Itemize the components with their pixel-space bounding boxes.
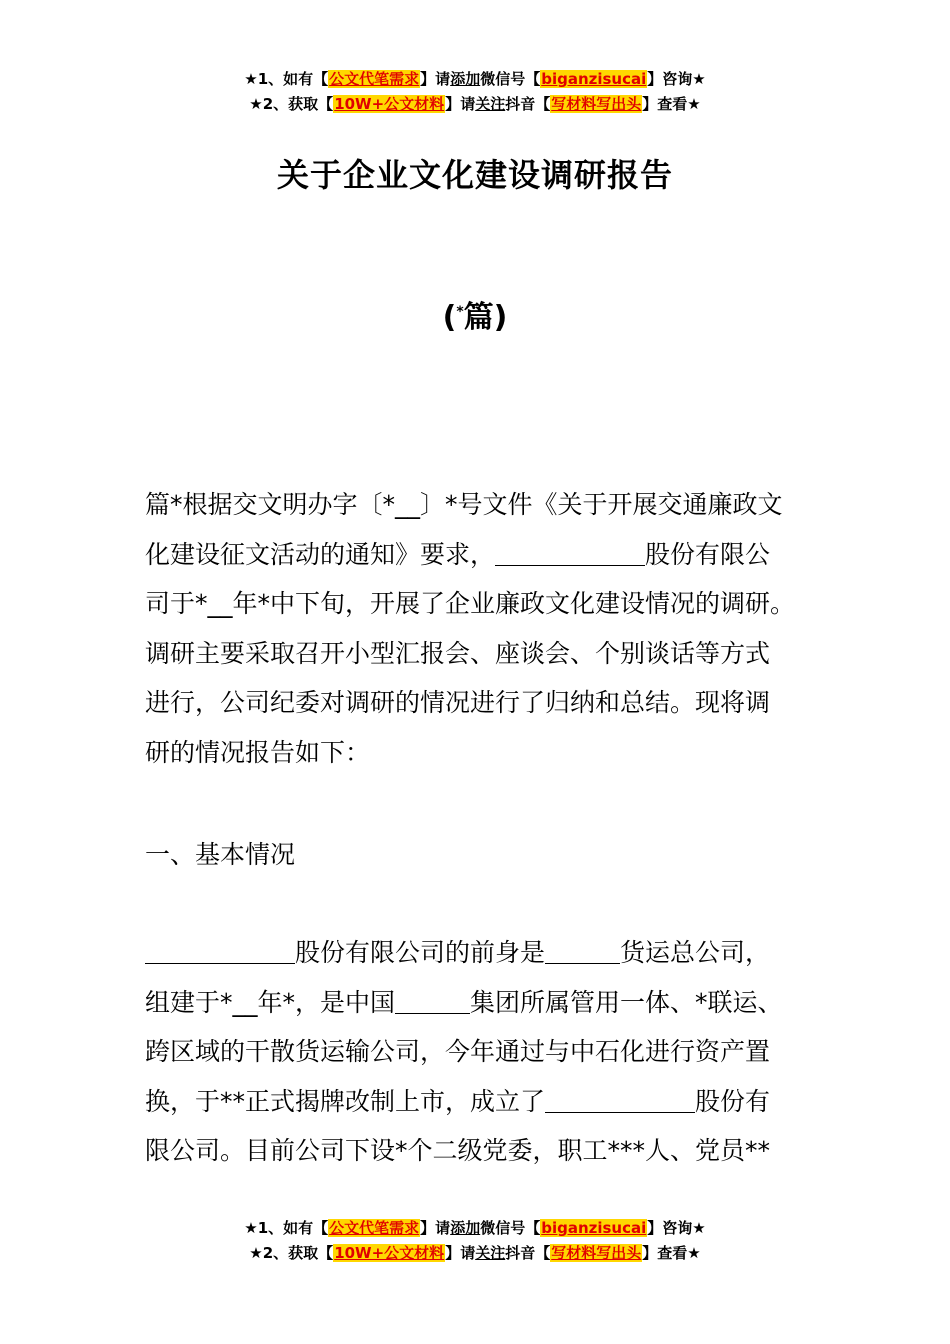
wechat-id-highlight: biganzisucai [541, 1219, 647, 1237]
intro-paragraph [145, 480, 820, 777]
highlight-text: 公文代笔需求 [329, 1219, 420, 1237]
douyin-id-highlight: 写材料写出头 [551, 95, 642, 113]
banner-text: ★2、获取【 [249, 95, 334, 113]
paragraph-line: 跨区域的干散货运输公司，今年通过与中石化进行资产置 [145, 1037, 771, 1066]
paragraph-line: 司于*__年*中下旬，开展了企业廉政文化建设情况的调研。 [145, 589, 796, 618]
paragraph-line: ＿＿＿＿＿＿股份有限公司的前身是＿＿＿货运总公司， [145, 938, 771, 967]
banner-text: 】请 [445, 1244, 476, 1262]
top-banner-line-1 [0, 67, 950, 92]
banner-text: ★1、如有【 [244, 70, 329, 88]
banner-text: 】请 [420, 70, 451, 88]
paragraph-line: 换，于**正式揭牌改制上市，成立了＿＿＿＿＿＿股份有 [145, 1086, 771, 1116]
banner-text: ★1、如有【 [244, 1219, 329, 1237]
highlight-text: 10W+公文材料 [334, 95, 445, 113]
paragraph-line: 篇*根据交文明办字〔*__〕*号文件《关于开展交通廉政文 [145, 490, 783, 519]
bottom-banner-line-2 [0, 1241, 950, 1266]
paragraph-line: 调研主要采取召开小型汇报会、座谈会、个别谈话等方式 [145, 638, 771, 668]
document-subtitle [0, 292, 950, 336]
top-banner-line-2 [0, 92, 950, 117]
banner-text: 】咨询★ [647, 1219, 706, 1237]
banner-text: 】请 [445, 95, 476, 113]
underlined-text: 添加 [450, 1219, 481, 1237]
banner-text: 微信号【 [480, 1219, 541, 1237]
paragraph-line: 组建于*__年*，是中国＿＿＿集团所属管用一体、*联运、 [145, 987, 783, 1017]
underlined-text: 关注 [475, 1244, 506, 1262]
paragraph-line: 限公司。目前公司下设*个二级党委，职工***人、党员** [145, 1136, 771, 1165]
subtitle-asterisk: * [456, 304, 464, 320]
bottom-banner-line-1 [0, 1216, 950, 1241]
subtitle-open-paren: ( [442, 300, 457, 335]
basic-info-paragraph [145, 928, 820, 1176]
subtitle-text: 篇) [463, 300, 508, 335]
paragraph-line: 化建设征文活动的通知》要求，＿＿＿＿＿＿股份有限公 [145, 539, 771, 569]
banner-text: 】请 [420, 1219, 451, 1237]
douyin-id-highlight: 写材料写出头 [551, 1244, 642, 1262]
highlight-text: 公文代笔需求 [329, 70, 420, 88]
banner-text: ★2、获取【 [249, 1244, 334, 1262]
banner-text: 抖音【 [505, 1244, 551, 1262]
banner-text: 】咨询★ [647, 70, 706, 88]
underlined-text: 添加 [450, 70, 481, 88]
highlight-text: 10W+公文材料 [334, 1244, 445, 1262]
banner-text: 】查看★ [642, 95, 701, 113]
paragraph-line: 进行，公司纪委对调研的情况进行了归纳和总结。现将调 [145, 688, 771, 717]
paragraph-line: 研的情况报告如下： [145, 737, 371, 767]
bottom-promo-banner [0, 1216, 950, 1266]
banner-text: 】查看★ [642, 1244, 701, 1262]
underlined-text: 关注 [475, 95, 506, 113]
wechat-id-highlight: biganzisucai [541, 70, 647, 88]
section-heading: 一、基本情况 [145, 840, 296, 869]
banner-text: 抖音【 [505, 95, 551, 113]
banner-text: 微信号【 [480, 70, 541, 88]
top-promo-banner [0, 67, 950, 117]
document-title: 关于企业文化建设调研报告 [276, 156, 673, 194]
